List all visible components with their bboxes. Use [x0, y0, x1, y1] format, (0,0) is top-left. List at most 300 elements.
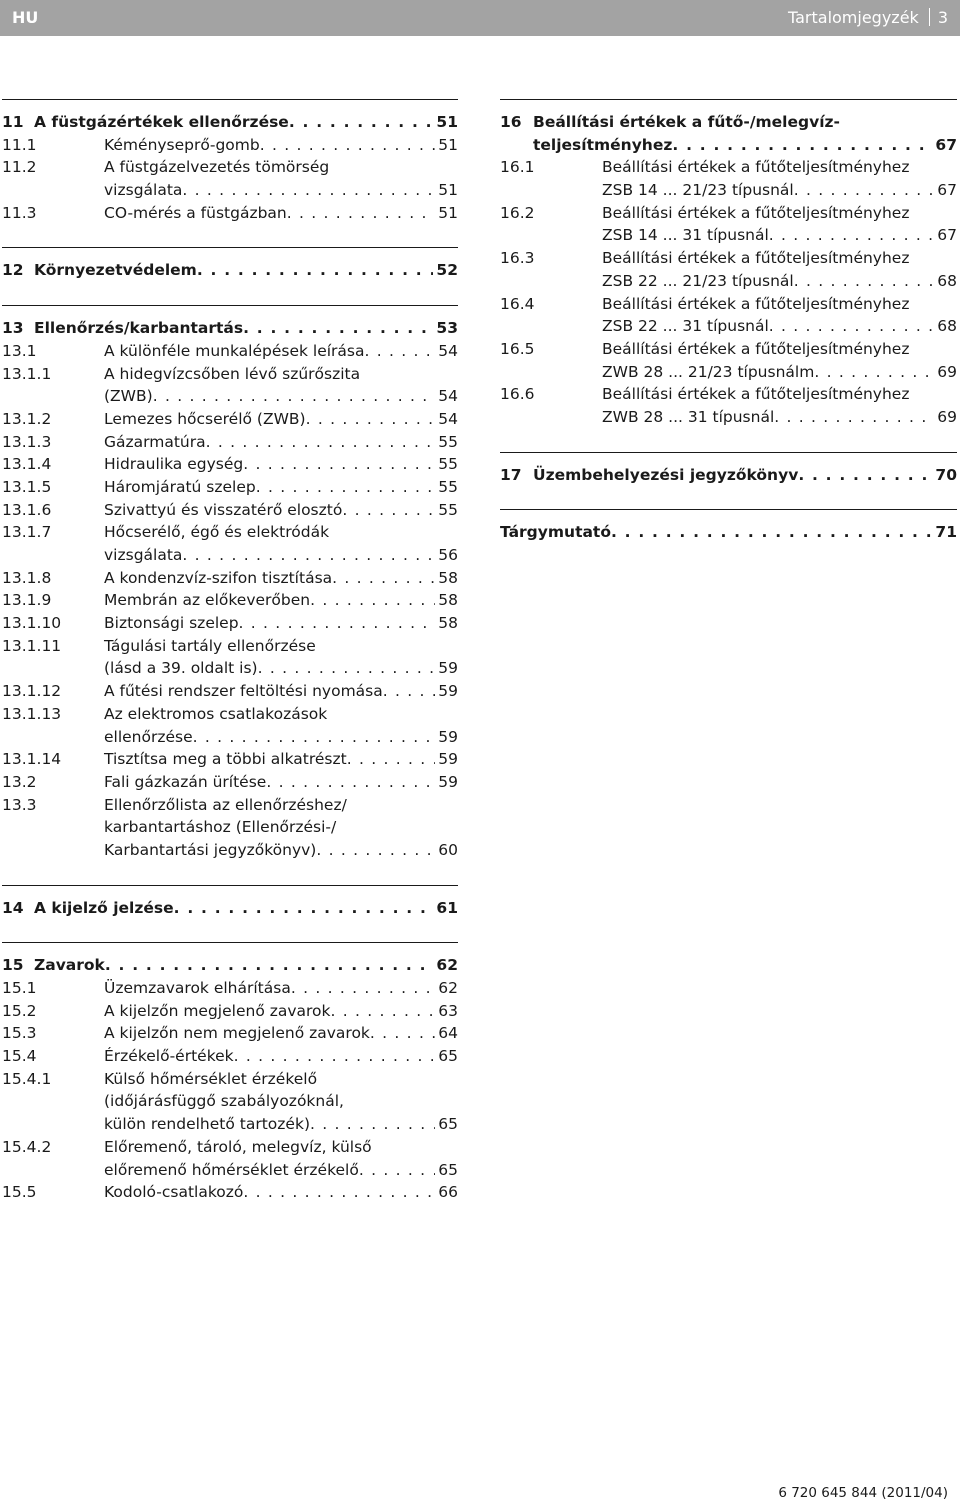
dot-leader: [266, 771, 435, 794]
dot-leader: [310, 589, 435, 612]
entry-number: 17: [500, 465, 522, 484]
dot-leader: [287, 202, 436, 225]
entry-leader-line: [104, 748, 458, 771]
toc-section: [2, 305, 458, 862]
entry-page-number: 54: [438, 387, 458, 406]
entry-title: ZSB 14 ... 31 típusnál: [602, 226, 769, 245]
entry-leader-line: [104, 476, 458, 499]
entry-leader-line: [104, 134, 458, 157]
entry-page-number: 51: [438, 203, 458, 222]
entry-leader-line: [104, 816, 458, 839]
entry-title: ZSB 22 ... 21/23 típusnál: [602, 271, 794, 290]
entry-title: A különféle munkalépések leírása: [104, 341, 365, 360]
entry-number: 15.3: [2, 1024, 37, 1043]
entry-page-number: 65: [438, 1115, 458, 1134]
entry-page-number: 54: [438, 409, 458, 428]
entry-page-number: 71: [935, 523, 957, 542]
entry-title: ZSB 14 ... 21/23 típusnál: [602, 181, 794, 200]
entry-number: 15: [2, 956, 24, 975]
entry-leader-line: [602, 179, 957, 202]
entry-number: 13.1.9: [2, 591, 52, 610]
entry-leader-line: [602, 361, 957, 384]
entry-title: Hidraulika egység: [104, 455, 244, 474]
entry-title: Beállítási értékek a fűtőteljesítményhez: [602, 294, 910, 313]
dot-leader: [306, 408, 436, 431]
entry-leader-line: [104, 794, 458, 817]
entry-leader-line: [602, 202, 957, 225]
dot-leader: [260, 134, 436, 157]
toc-entry[interactable]: [2, 156, 458, 179]
section-spacer: [2, 282, 458, 305]
toc-entry[interactable]: [2, 977, 458, 1000]
entry-number: 11.2: [2, 158, 37, 177]
entry-number: 11.1: [2, 135, 37, 154]
entry-leader-line: [104, 680, 458, 703]
entry-title: Üzembehelyezési jegyzőkönyv: [533, 465, 799, 484]
entry-title: Kodoló-csatlakozó: [104, 1183, 244, 1202]
entry-page-number: 51: [438, 181, 458, 200]
entry-title: A kijelzőn nem megjelenő zavarok: [104, 1024, 370, 1043]
document-reference: 6 720 645 844 (2011/04): [778, 1485, 948, 1501]
entry-leader-line: [104, 726, 458, 749]
entry-title: Ellenőrzőlista az ellenőrzéshez/: [104, 795, 347, 814]
entry-page-number: 54: [438, 341, 458, 360]
entry-leader-line: [602, 247, 957, 270]
toc-entry[interactable]: [500, 293, 957, 316]
entry-page-number: 59: [438, 750, 458, 769]
entry-title: Gázarmatúra: [104, 432, 206, 451]
entry-leader-line: [104, 703, 458, 726]
entry-number: 11.3: [2, 203, 37, 222]
toc-entry-continuation: [2, 726, 458, 749]
dot-leader: [193, 726, 436, 749]
entry-number: 13.1.3: [2, 432, 52, 451]
entry-page-number: 58: [438, 591, 458, 610]
entry-number: 11: [2, 113, 24, 131]
entry-page-number: 70: [935, 465, 957, 484]
page-header: [0, 0, 960, 36]
entry-leader-line: [104, 1068, 458, 1091]
entry-title: (lásd a 39. oldalt is): [104, 659, 258, 678]
toc-entry[interactable]: [500, 202, 957, 225]
dot-leader: [365, 340, 436, 363]
entry-number: 13.1.10: [2, 614, 62, 633]
toc-entry[interactable]: [2, 134, 458, 157]
dot-leader: [332, 567, 435, 590]
entry-page-number: 63: [438, 1001, 458, 1020]
entry-title: karbantartáshoz (Ellenőrzési-/: [104, 818, 337, 837]
entry-title: ZSB 22 ... 31 típusnál: [602, 317, 769, 336]
entry-page-number: 55: [438, 455, 458, 474]
entry-page-number: 65: [438, 1160, 458, 1179]
entry-page-number: 59: [438, 659, 458, 678]
toc-entry-continuation: [2, 1090, 458, 1113]
section-spacer: [500, 486, 957, 509]
toc-entry[interactable]: [2, 612, 458, 635]
entry-page-number: 62: [438, 979, 458, 997]
toc-entry[interactable]: [2, 1045, 458, 1068]
entry-page-number: 68: [937, 317, 957, 336]
entry-title: Karbantartási jegyzőkönyv): [104, 840, 317, 859]
toc-entry-continuation: [2, 1113, 458, 1136]
entry-title: (ZWB): [104, 387, 153, 406]
entry-leader-line: [104, 156, 458, 179]
entry-number: 15.5: [2, 1183, 37, 1202]
toc-entry[interactable]: [2, 317, 458, 340]
section-spacer: [500, 429, 957, 452]
entry-page-number: 59: [438, 682, 458, 701]
entry-number: 13.1.4: [2, 455, 52, 474]
header-divider: [929, 8, 930, 26]
entry-title: vizsgálata: [104, 546, 183, 564]
entry-leader-line: [533, 134, 957, 157]
entry-leader-line: [34, 259, 458, 282]
toc-section: [2, 247, 458, 282]
toc-entry[interactable]: [500, 464, 957, 487]
dot-leader: [316, 839, 435, 862]
toc-entry-continuation: [2, 544, 458, 567]
header-page-number: 3: [937, 8, 948, 27]
entry-leader-line: [602, 406, 957, 429]
entry-page-number: 62: [436, 956, 458, 975]
dot-leader: [234, 1045, 436, 1068]
entry-number: 13.1.11: [2, 636, 62, 655]
entry-leader-line: [104, 431, 458, 454]
toc-entry-continuation: [2, 816, 458, 839]
dot-leader: [383, 680, 436, 703]
header-title: Tartalomjegyzék: [787, 8, 919, 27]
dot-leader: [174, 897, 434, 920]
toc-entry[interactable]: [2, 202, 458, 225]
entry-number: 13.1.8: [2, 568, 52, 587]
entry-title: Üzemzavarok elhárítása: [104, 979, 291, 997]
entry-title: Fali gázkazán ürítése: [104, 772, 267, 791]
entry-page-number: 58: [438, 614, 458, 633]
toc-right-column: [500, 99, 957, 544]
entry-number: 16.2: [500, 203, 535, 222]
toc-entry[interactable]: [2, 340, 458, 363]
entry-leader-line: [602, 338, 957, 361]
dot-leader: [794, 270, 935, 293]
toc-entry[interactable]: [2, 897, 458, 920]
entry-number: 13.1.5: [2, 477, 52, 496]
dot-leader: [105, 954, 434, 977]
toc-entry[interactable]: [500, 338, 957, 361]
entry-number: 15.1: [2, 979, 37, 997]
entry-leader-line: [104, 1045, 458, 1068]
entry-title: (időjárásfüggő szabályozóknál,: [104, 1092, 344, 1111]
entry-leader-line: [104, 408, 458, 431]
entry-leader-line: [500, 521, 957, 544]
entry-page-number: 67: [935, 135, 957, 154]
entry-number: 12: [2, 261, 24, 280]
entry-leader-line: [104, 1159, 458, 1182]
entry-page-number: 55: [438, 432, 458, 451]
entry-number: 13.1.12: [2, 682, 62, 701]
header-right: [788, 8, 948, 28]
entry-title: Beállítási értékek a fűtőteljesítményhez: [602, 339, 910, 358]
dot-leader: [794, 179, 935, 202]
dot-leader: [611, 521, 932, 544]
entry-number: 14: [2, 898, 24, 917]
entry-title: Beállítási értékek a fűtőteljesítményhez: [602, 385, 910, 404]
entry-leader-line: [104, 1022, 458, 1045]
toc-entry[interactable]: [2, 794, 458, 817]
dot-leader: [291, 977, 435, 1000]
toc-entry[interactable]: [2, 589, 458, 612]
entry-title: A füstgázértékek ellenőrzése: [34, 113, 289, 131]
entry-title: Szivattyú és visszatérő elosztó: [104, 500, 343, 519]
entry-title: külön rendelhető tartozék): [104, 1115, 310, 1134]
dot-leader: [243, 1181, 435, 1204]
entry-title: A kondenzvíz-szifon tisztítása: [104, 568, 333, 587]
entry-title: ZWB 28 ... 21/23 típusnálm: [602, 362, 815, 381]
entry-leader-line: [602, 293, 957, 316]
entry-number: 13.1.13: [2, 704, 62, 723]
entry-title: Beállítási értékek a fűtőteljesítményhez: [602, 203, 910, 222]
entry-title: A kijelző jelzése: [34, 898, 174, 917]
toc-entry[interactable]: [2, 748, 458, 771]
entry-leader-line: [533, 464, 957, 487]
dot-leader: [243, 317, 433, 340]
entry-title: CO-mérés a füstgázban: [104, 203, 287, 222]
toc-entry[interactable]: [2, 476, 458, 499]
entry-page-number: 56: [438, 546, 458, 564]
entry-leader-line: [104, 1136, 458, 1159]
dot-leader: [256, 476, 436, 499]
entry-leader-line: [104, 657, 458, 680]
entry-title: ellenőrzése: [104, 727, 193, 746]
entry-leader-line: [104, 567, 458, 590]
entry-title: Ellenőrzés/karbantartás: [34, 319, 244, 338]
entry-leader-line: [104, 385, 458, 408]
entry-leader-line: [533, 111, 957, 134]
entry-leader-line: [34, 317, 458, 340]
section-spacer: [2, 862, 458, 885]
entry-title: Érzékelő-értékek: [104, 1047, 234, 1066]
dot-leader: [769, 315, 934, 338]
entry-title: Az elektromos csatlakozások: [104, 704, 328, 723]
entry-page-number: 55: [438, 500, 458, 519]
toc-entry[interactable]: [2, 363, 458, 386]
entry-title: teljesítményhez: [533, 135, 673, 154]
toc-entry[interactable]: [500, 156, 957, 179]
entry-title: Hőcserélő, égő és elektródák: [104, 523, 330, 542]
entry-leader-line: [602, 383, 957, 406]
toc-entry-continuation: [2, 1159, 458, 1182]
toc-entry[interactable]: [2, 771, 458, 794]
entry-leader-line: [104, 635, 458, 658]
entry-page-number: 58: [438, 568, 458, 587]
entry-page-number: 69: [937, 407, 957, 426]
section-spacer: [2, 224, 458, 247]
entry-page-number: 52: [436, 261, 458, 280]
toc-entry[interactable]: [2, 567, 458, 590]
entry-title: Tágulási tartály ellenőrzése: [104, 636, 316, 655]
entry-title: A hidegvízcsőben lévő szűrőszita: [104, 364, 361, 383]
entry-title: Beállítási értékek a fűtő-/melegvíz-: [533, 113, 840, 131]
entry-leader-line: [104, 499, 458, 522]
entry-leader-line: [104, 179, 458, 202]
toc-entry[interactable]: [2, 1068, 458, 1091]
entry-title: A fűtési rendszer feltöltési nyomása: [104, 682, 383, 701]
entry-page-number: 51: [438, 135, 458, 154]
entry-page-number: 67: [937, 226, 957, 245]
entry-leader-line: [104, 771, 458, 794]
entry-leader-line: [104, 453, 458, 476]
entry-number: 15.4.2: [2, 1137, 52, 1156]
entry-page-number: 68: [937, 271, 957, 290]
toc-entry[interactable]: [2, 1181, 458, 1204]
dot-leader: [182, 544, 435, 567]
dot-leader: [798, 464, 932, 487]
toc-entry-continuation: [2, 179, 458, 202]
toc-entry[interactable]: [2, 1136, 458, 1159]
entry-number: 13.2: [2, 772, 37, 791]
toc-entry[interactable]: [2, 1022, 458, 1045]
entry-leader-line: [104, 340, 458, 363]
entry-title: A füstgázelvezetés tömörség: [104, 158, 330, 177]
dot-leader: [672, 134, 932, 157]
entry-leader-line: [602, 270, 957, 293]
entry-page-number: 65: [438, 1047, 458, 1066]
entry-page-number: 60: [438, 840, 458, 859]
entry-leader-line: [104, 521, 458, 544]
toc-entry[interactable]: [2, 1000, 458, 1023]
toc-entry[interactable]: [2, 259, 458, 282]
entry-number: 13.1.6: [2, 500, 52, 519]
entry-leader-line: [104, 544, 458, 567]
entry-number: 15.2: [2, 1001, 37, 1020]
toc-entry[interactable]: [2, 954, 458, 977]
entry-title: Biztonsági szelep: [104, 614, 239, 633]
entry-leader-line: [34, 897, 458, 920]
entry-leader-line: [104, 612, 458, 635]
toc-entry-continuation: [500, 361, 957, 384]
entry-title: előremenő hőmérséklet érzékelő: [104, 1160, 359, 1179]
dot-leader: [342, 499, 435, 522]
dot-leader: [310, 1113, 435, 1136]
toc-entry[interactable]: [2, 408, 458, 431]
toc-entry-continuation: [500, 270, 957, 293]
toc-entry-continuation: [500, 179, 957, 202]
entry-title: Háromjáratú szelep: [104, 477, 256, 496]
toc-section: [2, 885, 458, 920]
entry-number: 13.1.7: [2, 523, 52, 542]
entry-number: 16.3: [500, 249, 535, 268]
entry-number: 13.1.14: [2, 750, 62, 769]
entry-leader-line: [34, 111, 458, 134]
entry-leader-line: [104, 1090, 458, 1113]
entry-title: vizsgálata: [104, 181, 183, 200]
section-spacer: [2, 919, 458, 942]
toc-entry[interactable]: [2, 453, 458, 476]
toc-entry-continuation: [2, 385, 458, 408]
toc-entry[interactable]: [500, 521, 957, 544]
toc-entry[interactable]: [500, 111, 957, 134]
entry-leader-line: [602, 315, 957, 338]
toc-entry[interactable]: [500, 247, 957, 270]
dot-leader: [182, 179, 435, 202]
entry-number: 16.6: [500, 385, 535, 404]
entry-title: A kijelzőn megjelenő zavarok: [104, 1001, 331, 1020]
entry-page-number: 69: [937, 362, 957, 381]
entry-title: Előremenő, tároló, melegvíz, külső: [104, 1137, 372, 1156]
entry-page-number: 51: [436, 113, 458, 131]
entry-leader-line: [602, 224, 957, 247]
entry-title: Beállítási értékek a fűtőteljesítményhez: [602, 249, 910, 268]
toc-entry[interactable]: [2, 703, 458, 726]
dot-leader: [370, 1022, 435, 1045]
toc-entry[interactable]: [500, 383, 957, 406]
toc-entry[interactable]: [2, 521, 458, 544]
toc-section: [500, 99, 957, 429]
dot-leader: [359, 1159, 435, 1182]
entry-title: Lemezes hőcserélő (ZWB): [104, 409, 306, 428]
entry-leader-line: [602, 156, 957, 179]
toc-left-column: [2, 99, 458, 1204]
entry-page-number: 59: [438, 727, 458, 746]
toc-section: [2, 99, 458, 224]
entry-title: Kéményseprő-gomb: [104, 135, 260, 154]
entry-page-number: 67: [937, 181, 957, 200]
toc-entry[interactable]: [2, 680, 458, 703]
entry-leader-line: [104, 589, 458, 612]
dot-leader: [243, 453, 435, 476]
entry-number: 15.4: [2, 1047, 37, 1066]
entry-title: Környezetvédelem: [34, 261, 197, 280]
entry-page-number: 55: [438, 477, 458, 496]
entry-title: Tárgymutató: [500, 523, 611, 542]
entry-title: ZWB 28 ... 31 típusnál: [602, 407, 775, 426]
entry-number: 15.4.1: [2, 1069, 52, 1088]
toc-entry[interactable]: [2, 431, 458, 454]
toc-entry-continuation: [500, 134, 957, 157]
toc-entry[interactable]: [2, 499, 458, 522]
entry-number: 13.1: [2, 341, 37, 360]
entry-title: Külső hőmérséklet érzékelő: [104, 1069, 318, 1088]
dot-leader: [197, 259, 434, 282]
toc-entry[interactable]: [2, 635, 458, 658]
dot-leader: [347, 748, 436, 771]
entry-leader-line: [104, 363, 458, 386]
dot-leader: [289, 111, 434, 134]
entry-page-number: 64: [438, 1024, 458, 1043]
entry-number: 16.1: [500, 158, 535, 177]
entry-number: 13.1.1: [2, 364, 52, 383]
entry-number: 13.3: [2, 795, 37, 814]
dot-leader: [206, 431, 436, 454]
dot-leader: [769, 224, 934, 247]
dot-leader: [153, 385, 436, 408]
toc-section: [500, 509, 957, 544]
entry-page-number: 59: [438, 772, 458, 791]
dot-leader: [774, 406, 934, 429]
dot-leader: [258, 657, 436, 680]
toc-entry-continuation: [500, 224, 957, 247]
toc-entry[interactable]: [2, 111, 458, 134]
dot-leader: [814, 361, 934, 384]
entry-title: Membrán az előkeverőben: [104, 591, 311, 610]
dot-leader: [331, 1000, 436, 1023]
entry-leader-line: [34, 954, 458, 977]
toc-section: [2, 942, 458, 1204]
entry-leader-line: [104, 1113, 458, 1136]
dot-leader: [239, 612, 436, 635]
toc-entry-continuation: [2, 657, 458, 680]
entry-title: Beállítási értékek a fűtőteljesítményhez: [602, 158, 910, 177]
toc-entry-continuation: [500, 315, 957, 338]
